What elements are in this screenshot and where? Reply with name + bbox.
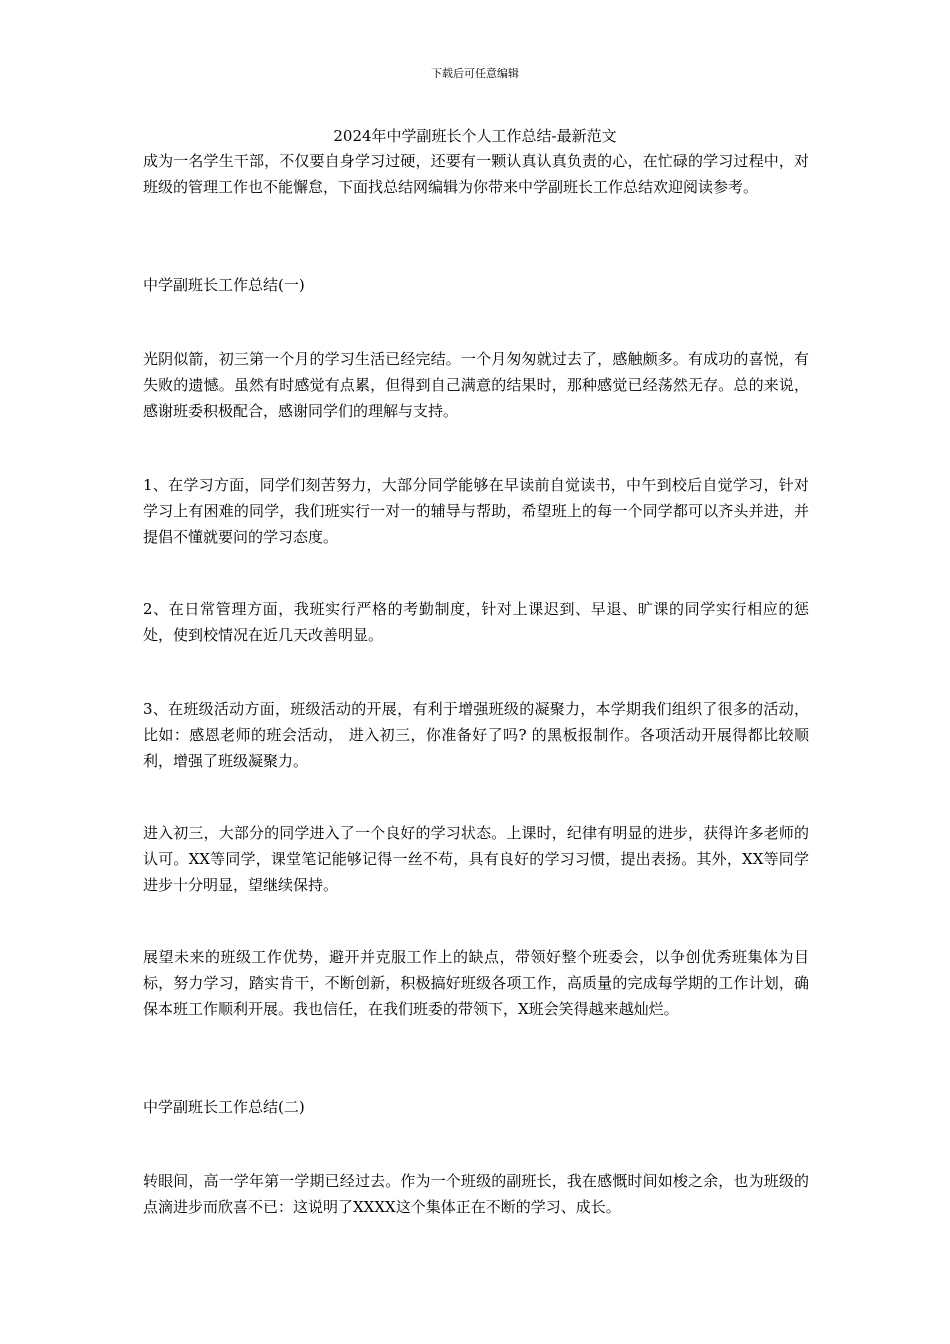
section-2-paragraph-1: 转眼间，高一学年第一学期已经过去。作为一个班级的副班长，我在感慨时间如梭之余，也为班级的点滴进步而欣喜不已：这说明了XXXX这个集体正在不断的学习、成长。: [143, 1172, 809, 1216]
section-1-paragraph-6: 展望未来的班级工作优势，避开并克服工作上的缺点，带领好整个班委会，以争创优秀班集体为目标，努力学习，踏实肯干，不断创新，积极搞好班级各项工作，高质量的完成每学期的工作计划，确保本班工作顺利开展。我也信任，在我们班委的带领下，X班会笑得越来越灿烂。: [143, 948, 809, 1018]
section-2-heading: 中学副班长工作总结(二): [143, 1098, 305, 1116]
section-1-paragraph-1: 光阴似箭，初三第一个月的学习生活已经完结。一个月匆匆就过去了，感触颇多。有成功的喜悦，有失败的遗憾。虽然有时感觉有点累，但得到自己满意的结果时，那种感觉已经荡然无存。总的来说，感谢班委积极配合，感谢同学们的理解与支持。: [143, 350, 809, 420]
header-note: 下载后可任意编辑: [431, 67, 519, 80]
section-1-paragraph-4: 3、在班级活动方面，班级活动的开展，有利于增强班级的凝聚力，本学期我们组织了很多的活动，比如：感恩老师的班会活动， 进入初三，你准备好了吗? 的黑板报制作。各项活动开展得都比较顺利，增强了班级凝聚力。: [143, 700, 809, 770]
section-1-paragraph-2: 1、在学习方面，同学们刻苦努力，大部分同学能够在早读前自觉读书，中午到校后自觉学习，针对学习上有困难的同学，我们班实行一对一的辅导与帮助，希望班上的每一个同学都可以齐头并进，并提倡不懂就要问的学习态度。: [143, 476, 809, 546]
intro-paragraph: 成为一名学生干部，不仅要自身学习过硬，还要有一颗认真认真负责的心，在忙碌的学习过程中，对班级的管理工作也不能懈怠，下面找总结网编辑为你带来中学副班长工作总结欢迎阅读参考。: [143, 152, 809, 196]
document-title: 2024年中学副班长个人工作总结-最新范文: [333, 127, 617, 145]
section-1-heading: 中学副班长工作总结(一): [143, 276, 305, 294]
section-1-paragraph-3: 2、在日常管理方面，我班实行严格的考勤制度，针对上课迟到、早退、旷课的同学实行相应的惩处，使到校情况在近几天改善明显。: [143, 600, 809, 644]
section-1-paragraph-5: 进入初三，大部分的同学进入了一个良好的学习状态。上课时，纪律有明显的进步，获得许多老师的认可。XX等同学，课堂笔记能够记得一丝不苟，具有良好的学习习惯，提出表扬。其外，XX等同学进步十分明显，望继续保持。: [143, 824, 809, 894]
